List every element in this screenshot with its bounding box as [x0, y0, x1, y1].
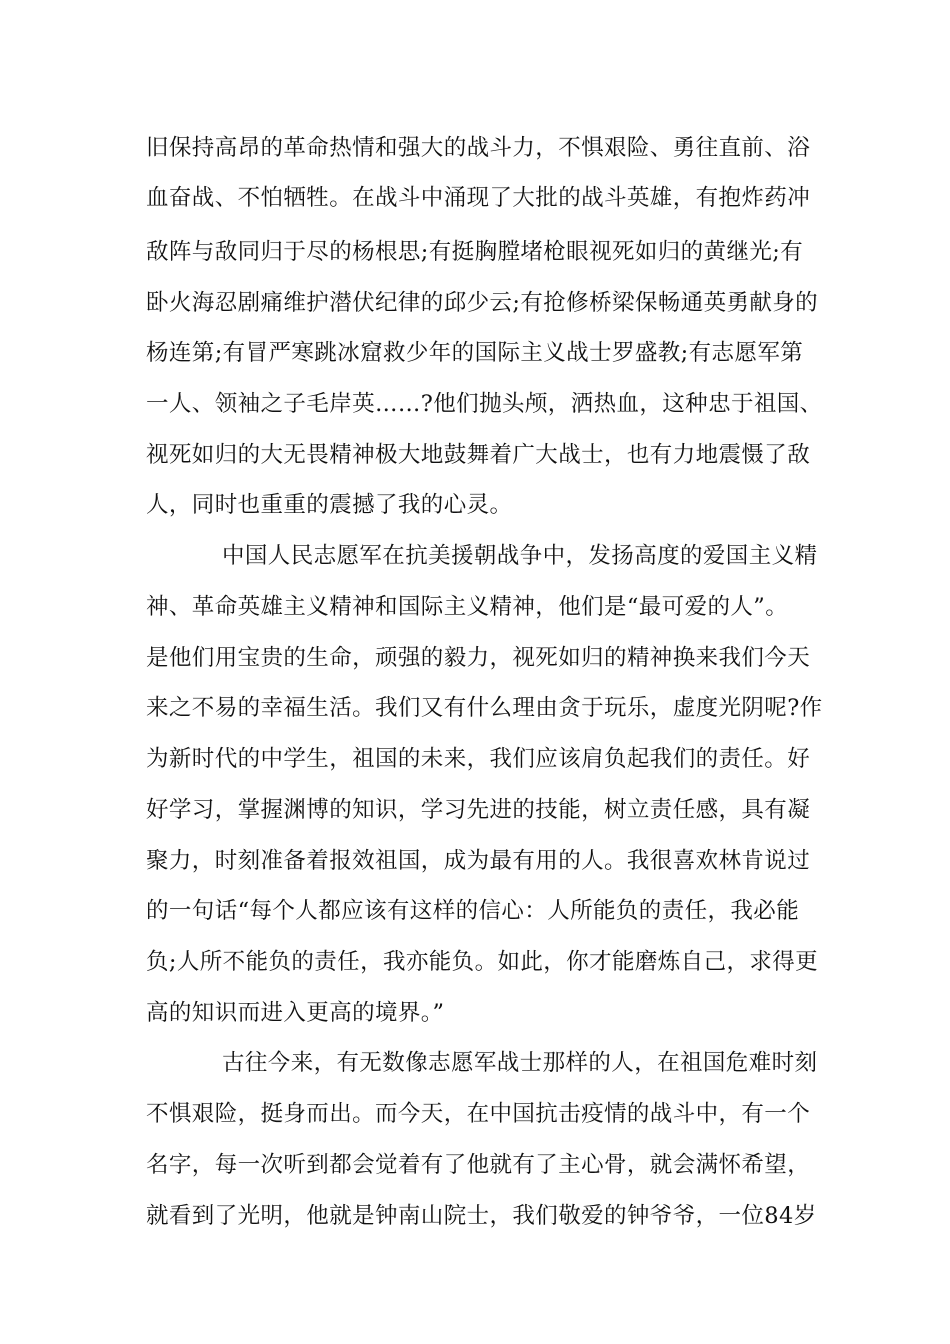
text-line: 神、革命英雄主义精神和国际主义精神，他们是“最可爱的人”。 — [146, 594, 789, 620]
text-line: 名字，每一次听到都会觉着有了他就有了主心骨，就会满怀希望， — [146, 1152, 811, 1178]
text-line: 聚力，时刻准备着报效祖国，成为最有用的人。我很喜欢林肯说过 — [146, 848, 811, 874]
text-line: 是他们用宝贵的生命，顽强的毅力，视死如归的精神换来我们今天 — [146, 645, 811, 671]
text-line: 杨连第;有冒严寒跳冰窟救少年的国际主义战士罗盛教;有志愿军第 — [146, 340, 804, 366]
text-line: 视死如归的大无畏精神极大地鼓舞着广大战士，也有力地震慑了敌 — [146, 442, 811, 468]
text-line: 血奋战、不怕牺牲。在战斗中涌现了大批的战斗英雄，有抱炸药冲 — [146, 185, 811, 211]
paragraph-first-line: 古往今来，有无数像志愿军战士那样的人，在祖国危难时刻 — [222, 1050, 818, 1076]
text-line: 不惧艰险，挺身而出。而今天，在中国抗击疫情的战斗中，有一个 — [146, 1101, 811, 1127]
text-line: 为新时代的中学生，祖国的未来，我们应该肩负起我们的责任。好 — [146, 746, 811, 772]
text-line: 好学习，掌握渊博的知识，学习先进的技能，树立责任感，具有凝 — [146, 797, 811, 823]
text-line: 一人、领袖之子毛岸英……?他们抛头颅，洒热血，这种忠于祖国、 — [146, 391, 823, 417]
text-line: 卧火海忍剧痛维护潜伏纪律的邱少云;有抢修桥梁保畅通英勇献身的 — [146, 290, 819, 316]
paragraph-first-line: 中国人民志愿军在抗美援朝战争中，发扬高度的爱国主义精 — [222, 543, 818, 569]
text-line: 的一句话“每个人都应该有这样的信心：人所能负的责任，我必能 — [146, 898, 800, 924]
text-line: 高的知识而进入更高的境界。” — [146, 1000, 445, 1026]
text-line: 人，同时也重重的震撼了我的心灵。 — [146, 492, 513, 518]
text-line: 负;人所不能负的责任，我亦能负。如此，你才能磨炼自己，求得更 — [146, 949, 819, 975]
text-line: 旧保持高昂的革命热情和强大的战斗力，不惧艰险、勇往直前、浴 — [146, 135, 811, 161]
text-line: 来之不易的幸福生活。我们又有什么理由贪于玩乐，虚度光阴呢?作 — [146, 695, 823, 721]
text-line: 敌阵与敌同归于尽的杨根思;有挺胸膛堵枪眼视死如归的黄继光;有 — [146, 239, 804, 265]
text-line: 就看到了光明，他就是钟南山院士，我们敬爱的钟爷爷，一位84岁 — [146, 1203, 817, 1229]
